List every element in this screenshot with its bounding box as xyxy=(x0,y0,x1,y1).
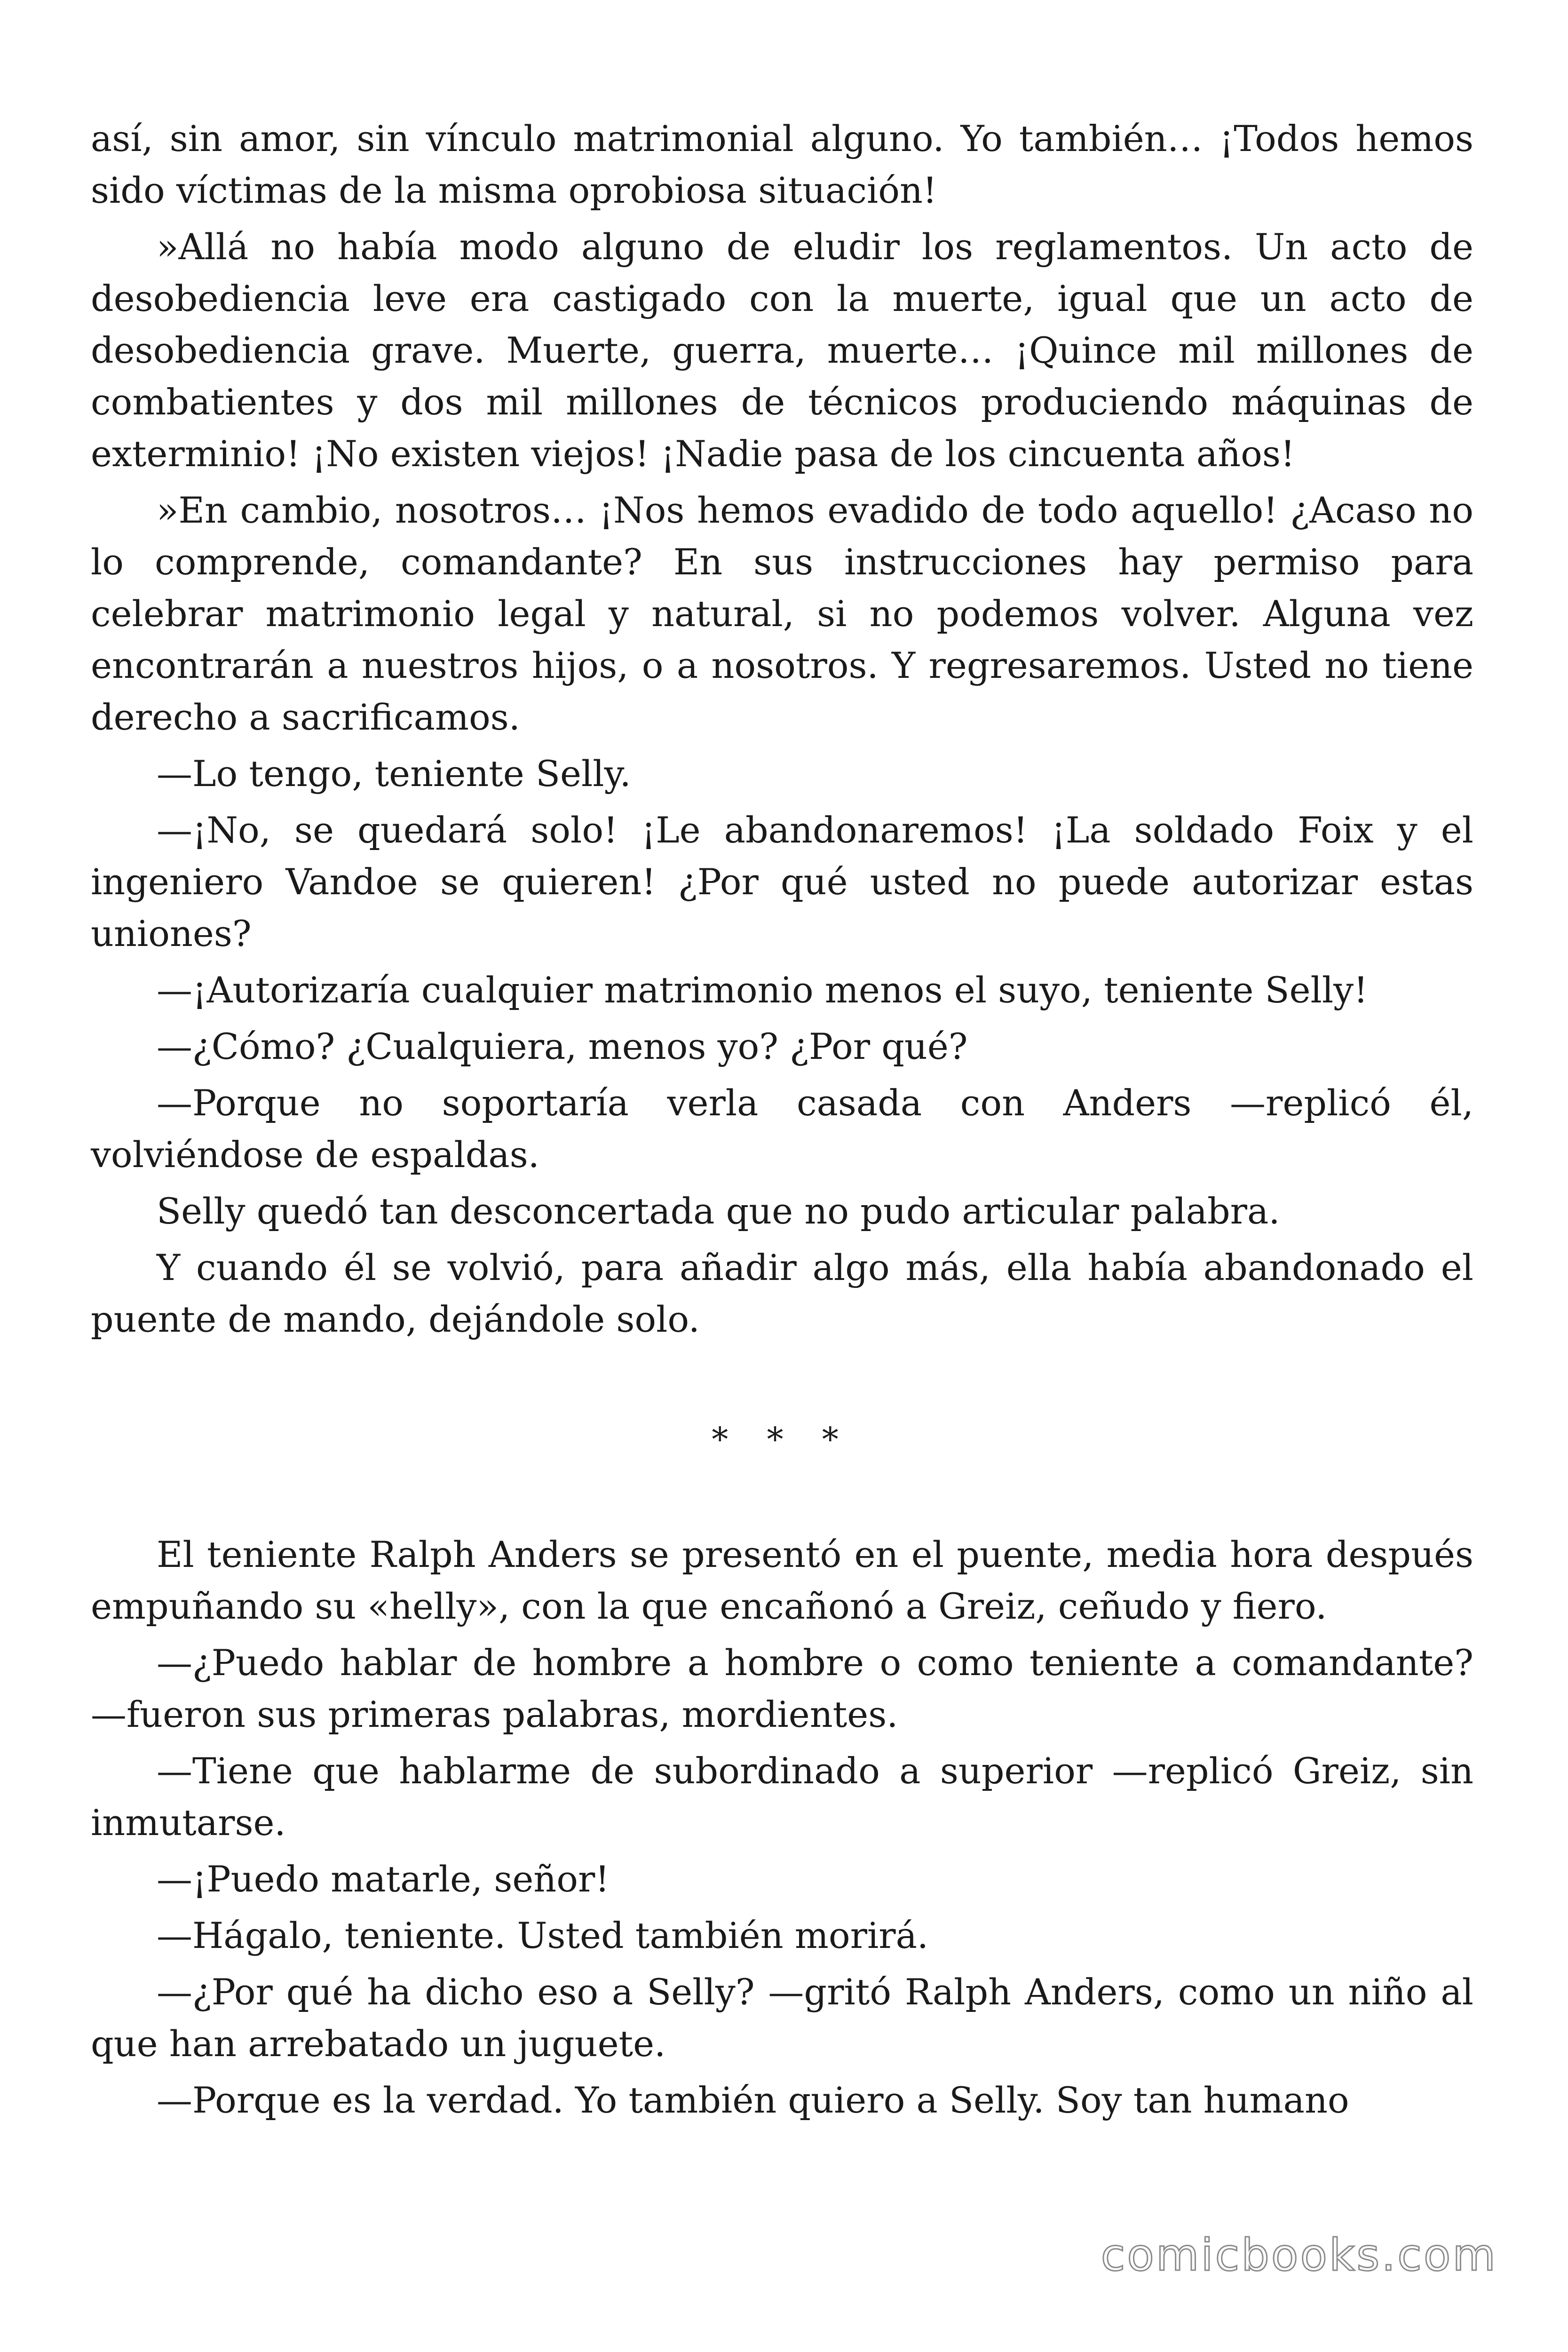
paragraph: »Allá no había modo alguno de eludir los reglamentos. Un acto de desobediencia leve era castigado con la muerte, igual que un acto de desobediencia grave. Muerte, guerra, muerte… ¡Quince mil millones de combatientes y dos mil millones de técnicos produciendo máquinas de exterminio! ¡No existen viejos! ¡Nadie pasa de los cincuenta años! xyxy=(91,226,1473,475)
watermark: comicbooks.com xyxy=(1101,2230,1497,2281)
paragraph: —¡Autorizaría cualquier matrimonio menos el suyo, teniente Selly! xyxy=(157,969,1368,1011)
paragraph: —Porque no soportaría verla casada con Anders —replicó él, volviéndose de espaldas. xyxy=(91,1082,1473,1176)
paragraph: así, sin amor, sin vínculo matrimonial alguno. Yo también… ¡Todos hemos sido víctimas de la misma oprobiosa situación! xyxy=(91,118,1473,211)
paragraph: Selly quedó tan desconcertada que no pudo articular palabra. xyxy=(157,1190,1280,1232)
book-page xyxy=(91,113,1473,2131)
paragraph: —¿Cómo? ¿Cualquiera, menos yo? ¿Por qué? xyxy=(157,1025,968,1067)
paragraph: —Hágalo, teniente. Usted también morirá. xyxy=(157,1915,929,1956)
paragraph: El teniente Ralph Anders se presentó en el puente, media hora después empuñando su «helly», con la que encañonó a Greiz, ceñudo y fiero. xyxy=(91,1534,1473,1627)
paragraph: —¿Por qué ha dicho eso a Selly? —gritó Ralph Anders, como un niño al que han arrebatado un juguete. xyxy=(91,1971,1473,2065)
paragraph: —¡Puedo matarle, señor! xyxy=(157,1858,610,1900)
paragraph: —Lo tengo, teniente Selly. xyxy=(157,753,631,795)
paragraph: »En cambio, nosotros… ¡Nos hemos evadido de todo aquello! ¿Acaso no lo comprende, comandante? En sus instrucciones hay permiso para celebrar matrimonio legal y natural, si no podemos volver. Alguna vez encontrarán a nuestros hijos, o a nosotros. Y regresaremos. Usted no tiene derecho a sacrificamos. xyxy=(91,489,1473,738)
scene-break: * * * xyxy=(712,1420,853,1459)
paragraph: —¿Puedo hablar de hombre a hombre o como teniente a comandante? —fueron sus primeras palabras, mordientes. xyxy=(91,1642,1473,1735)
paragraph: Y cuando él se volvió, para añadir algo más, ella había abandonado el puente de mando, dejándole solo. xyxy=(91,1247,1473,1340)
paragraph: —Tiene que hablarme de subordinado a superior —replicó Greiz, sin inmutarse. xyxy=(91,1750,1473,1843)
paragraph: —Porque es la verdad. Yo también quiero a Selly. Soy tan humano xyxy=(157,2079,1349,2121)
paragraph: —¡No, se quedará solo! ¡Le abandonaremos! ¡La soldado Foix y el ingeniero Vandoe se quieren! ¿Por qué usted no puede autorizar estas uniones? xyxy=(91,809,1473,954)
